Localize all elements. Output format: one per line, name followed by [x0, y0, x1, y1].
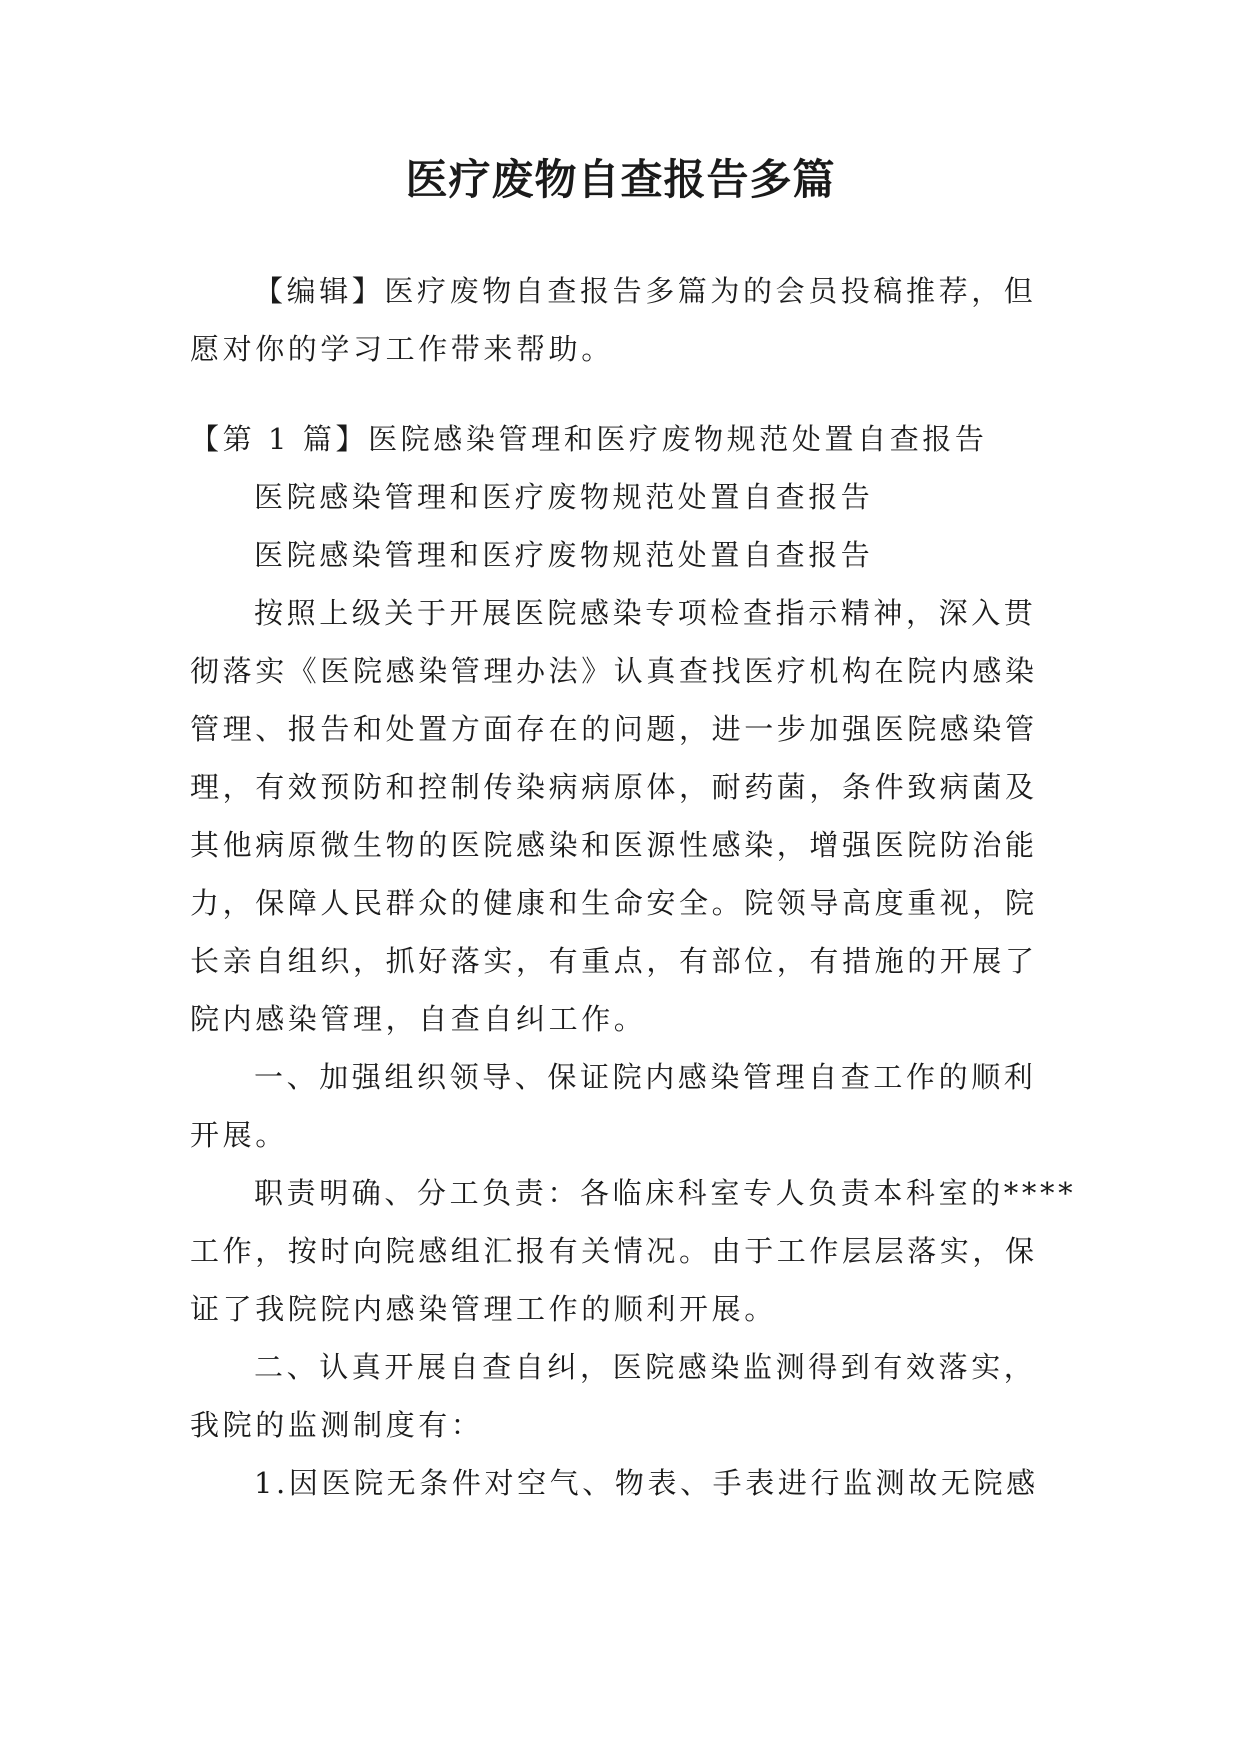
text-line: 理，有效预防和控制传染病病原体，耐药菌，条件致病菌及 — [190, 770, 1038, 804]
text-line: 长亲自组织，抓好落实，有重点，有部位，有措施的开展了 — [190, 944, 1038, 978]
text-line: 其他病原微生物的医院感染和医源性感染，增强医院防治能 — [190, 828, 1038, 862]
text-line: 职责明确、分工负责：各临床科室专人负责本科室的**** — [254, 1176, 1077, 1210]
text-line: 彻落实《医院感染管理办法》认真查找医疗机构在院内感染 — [190, 654, 1038, 688]
text-line: 二、认真开展自查自纠，医院感染监测得到有效落实， — [254, 1350, 1037, 1384]
text-line: 愿对你的学习工作带来帮助。 — [190, 332, 614, 366]
text-line: 按照上级关于开展医院感染专项检查指示精神，深入贯 — [254, 596, 1037, 630]
text-line: 工作，按时向院感组汇报有关情况。由于工作层层落实，保 — [190, 1234, 1038, 1268]
point-two-paragraph — [190, 1338, 1050, 1454]
text-line: 证了我院院内感染管理工作的顺利开展。 — [190, 1292, 777, 1326]
editor-note-block — [190, 262, 1050, 378]
text-line: 我院的监测制度有： — [190, 1408, 484, 1442]
article-body — [190, 410, 1077, 1512]
text-line: 开展。 — [190, 1118, 288, 1152]
document-title: 医疗废物自查报告多篇 — [405, 155, 836, 204]
point-one-paragraph — [190, 1048, 1050, 1164]
intro-paragraph — [190, 584, 1050, 1048]
article-subtitle: 医院感染管理和医疗废物规范处置自查报告 — [254, 538, 874, 572]
text-line: 一、加强组织领导、保证院内感染管理自查工作的顺利 — [254, 1060, 1037, 1094]
article-subtitle: 医院感染管理和医疗废物规范处置自查报告 — [254, 480, 874, 514]
text-line: 【编辑】医疗废物自查报告多篇为的会员投稿推荐，但 — [254, 274, 1037, 308]
text-line: 力，保障人民群众的健康和生命安全。院领导高度重视，院 — [190, 886, 1038, 920]
text-line: 院内感染管理，自查自纠工作。 — [190, 1002, 647, 1036]
section-heading: 【第 1 篇】医院感染管理和医疗废物规范处置自查报告 — [190, 422, 988, 456]
item-one-paragraph: 1.因医院无条件对空气、物表、手表进行监测故无院感 — [254, 1466, 1039, 1500]
text-line: 管理、报告和处置方面存在的问题，进一步加强医院感染管 — [190, 712, 1038, 746]
duty-paragraph — [190, 1164, 1077, 1338]
editor-note-paragraph — [190, 262, 1050, 378]
